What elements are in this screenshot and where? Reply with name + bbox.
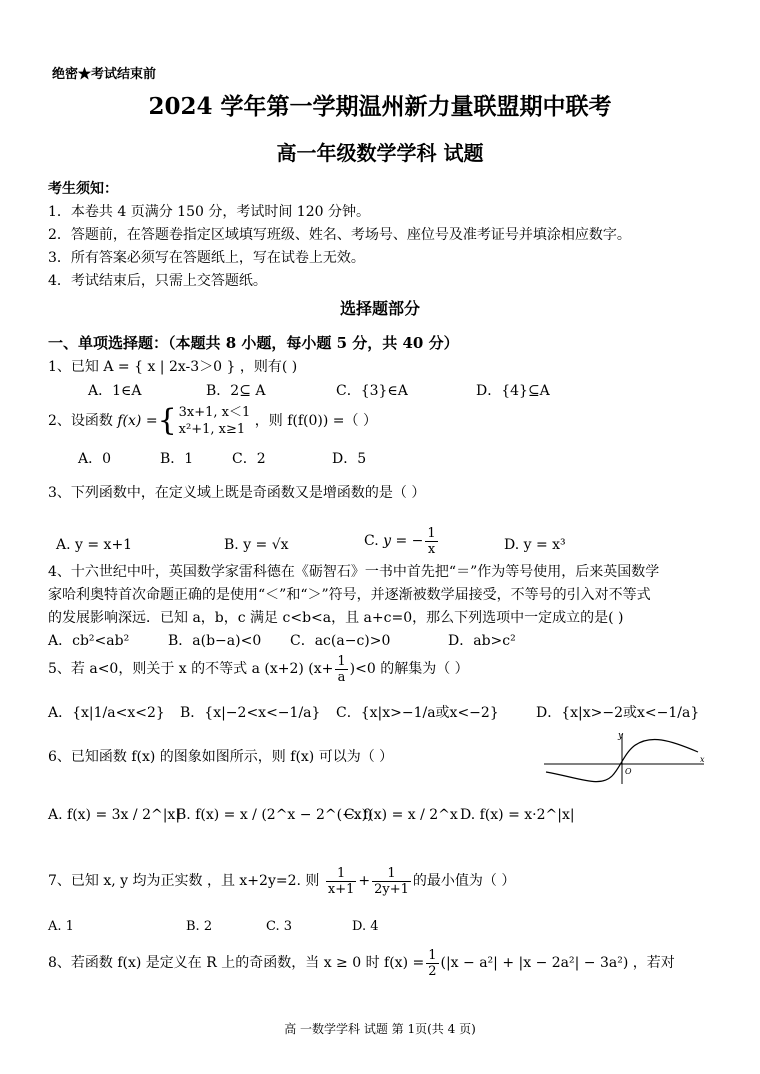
question-4-option-b: B．a(b−a)<0 [168,633,262,649]
origin-label: O [625,767,632,776]
notice-heading: 考生须知： [48,181,118,197]
part-heading: 一、单项选择题：（本题共 8 小题，每小题 5 分，共 40 分） [48,334,459,352]
question-2-prefix: 2、设函数 [48,413,113,429]
x-label: x [700,755,705,764]
question-1-option-d: D．{4}⊆A [476,383,550,399]
question-4-option-c: C．ac(a−c)>0 [290,633,391,649]
section-title: 选择题部分 [339,299,420,318]
question-7-option-a: A. 1 [48,919,74,934]
confidential-mark: 绝密★考试结束前 [52,67,157,82]
question-5-option-d: D．{x|x>−2或x<−1/a} [536,705,700,721]
question-5-option-b: B．{x|−2<x<−1/a} [180,705,321,721]
page-footer: 高 一数学学科 试题 第 1页(共 4 页) [284,1022,476,1036]
notice-item: 4．考试结束后，只需上交答题纸。 [48,273,267,289]
question-4-line: 家哈利奥特首次命题正确的是使用“＜”和“＞”符号，并逐渐被数学届接受，不等号的引入对不等式 [48,587,651,603]
fraction: $\frac{1}{x+1}$ [327,865,355,897]
exam-title: 2024 学年第一学期温州新力量联盟期中联考 [148,93,612,120]
question-3-option-b: B. y = √x [224,537,289,553]
question-6-option-c: C. f(x) = x / 2^x [344,807,458,823]
question-4-option-d: D．ab>c² [448,633,516,649]
fraction: $\frac{1}{x}$ [427,525,436,557]
question-1-option-b: B．2⊆ A [206,383,266,399]
function-graph [540,728,710,788]
question-3-option-a: A. y = x+1 [56,537,133,553]
fraction: $\frac{1}{a}$ [337,653,346,685]
question-6-option-a: A. f(x) = 3x / 2^|x| [48,807,181,823]
question-4-line: 的发展影响深远．已知 a，b，c 满足 c<b<a，且 a+c=0，那么下列选项中一定成立的是( ) [48,610,624,626]
question-1-stem: 1、已知 A = { x | 2x-3＞0 } ，则有( ) [48,359,298,375]
question-6-option-b: B. f(x) = x / (2^x − 2^(−x)) [176,807,373,823]
question-2-option-a: A．0 [78,451,112,467]
question-7-stem: 7、已知 x, y 均为正实数 ，且 x+2y=2. 则 $\frac{1}{x+1}$ + $\frac{1}{2y+1}$ 的最小值为（ ） [48,865,516,897]
question-5-stem: 5、若 a<0，则关于 x 的不等式 a (x+2) (x+ $\frac{1}{a}$ )<0 的解集为（ ） [48,653,469,685]
question-7-option-c: C. 3 [266,919,293,934]
question-7-option-b: B. 2 [186,919,213,934]
notice-item: 3．所有答案必须写在答题纸上，写在试卷上无效。 [48,250,365,266]
exam-subtitle: 高一年级数学学科 试题 [276,141,484,165]
question-2-cases: 3x+1, x＜1 x²+1, x≥1 [178,405,251,437]
fraction: $\frac{1}{2}$ [428,947,437,979]
question-6-stem: 6、已知函数 f(x) 的图象如图所示，则 f(x) 可以为（ ） [48,749,394,765]
question-3-option-c: C. y = − $\frac{1}{x}$ [364,525,436,557]
question-2-stem [48,404,377,438]
question-1-option-a: A．1∈A [88,383,142,399]
question-3-stem: 3、下列函数中，在定义域上既是奇函数又是增函数的是（ ） [48,485,426,501]
question-2-option-d: D．5 [332,451,367,467]
fraction: $\frac{1}{2y+1}$ [374,865,409,897]
question-2-suffix: ，则 f(f(0)) =（ ） [254,413,377,429]
question-5-option-c: C．{x|x>−1/a或x<−2} [336,705,499,721]
question-4-line: 4、十六世纪中叶，英国数学家雷科德在《砺智石》一书中首先把“＝”作为等号使用，后来英国数学 [48,564,660,580]
question-1-option-c: C．{3}∈A [336,383,408,399]
question-8-stem: 8、若函数 f(x) 是定义在 R 上的奇函数，当 x ≥ 0 时 f(x) = $\frac{1}{2}$ (|x − a²| + |x − 2a²| − 3a²) ，若对 [48,947,675,979]
question-6-option-d: D. f(x) = x·2^|x| [460,807,575,823]
question-2-option-b: B．1 [160,451,194,467]
question-2-option-c: C．2 [232,451,266,467]
brace-symbol: { [157,403,177,438]
y-label: y [618,731,624,741]
notice-item: 2．答题前，在答题卷指定区域填写班级、姓名、考场号、座位号及准考证号并填涂相应数字。 [48,227,631,243]
question-7-option-d: D. 4 [352,919,379,934]
notice-item: 1．本卷共 4 页满分 150 分，考试时间 120 分钟。 [48,204,370,220]
question-2-fx: f(x) = [117,413,158,429]
question-4-option-a: A．cb²<ab² [48,633,130,649]
question-3-option-d: D. y = x³ [504,537,566,553]
question-5-option-a: A．{x|1/a<x<2} [48,705,165,721]
